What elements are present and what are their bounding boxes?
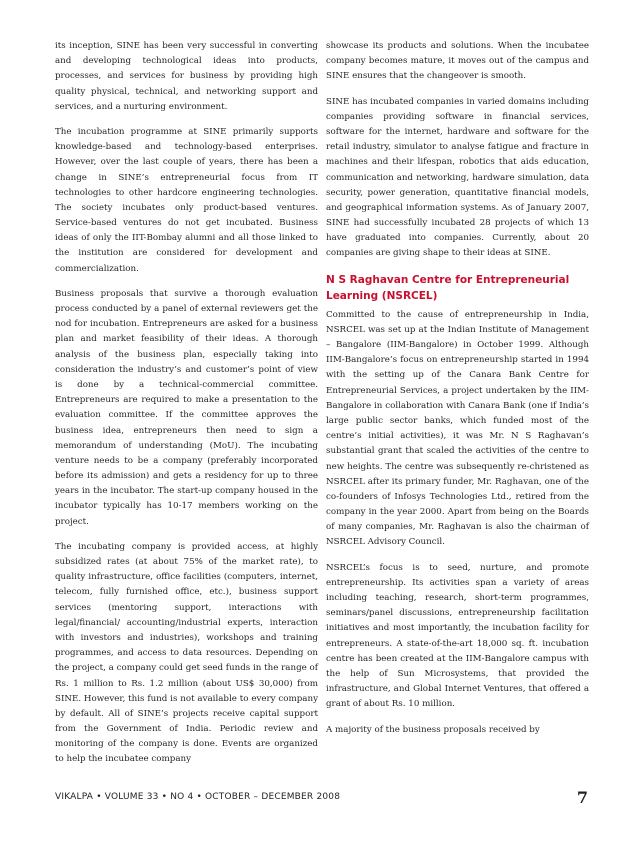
paragraph: Business proposals that survive a thorough evaluation process conducted by a panel of external reviewers get the nod for incubation. Entrepreneurs are asked for a business plan and market feasibility of their ideas. A thorough analysis of the business plan, especially taking into consideration the industry’s and customer’s point of view is done by a technical-commercial committee. Entrepreneurs are required to make a presentation to the evaluation committee. If the committee approves the business idea, entrepreneurs then need to sign a memorandum of understanding (MoU). The incubating venture needs to be a company (preferably incorporated before its admission) and gets a residency for up to three years in the incubator. The start-up company housed in the incubator typically has 10-17 members working on the project. (55, 288, 318, 527)
right-column (326, 39, 589, 748)
paragraph: NSRCEL’s focus is to seed, nurture, and promote entrepreneurship. Its activities span a variety of areas including teaching, research, short-term programmes, seminars/panel discussions, entrepreneurship facilitation initiatives and most importantly, the incubation facility for entrepreneurs. A state-of-the-art 18,000 sq. ft. incubation centre has been created at the IIM-Bangalore campus with the help of Sun Microsystems, that provided the infrastructure, and Global Internet Ventures, that offered a grant of about Rs. 10 million. (326, 562, 589, 710)
paragraph: showcase its products and solutions. When the incubatee company becomes mature, it moves out of the campus and SINE ensures that the changeover is smooth. (326, 41, 589, 82)
section-heading: N S Raghavan Centre for Entrepreneurial Learning (NSRCEL) (326, 273, 570, 302)
paragraph: A majority of the business proposals received by (326, 724, 540, 735)
paragraph: The incubation programme at SINE primarily supports knowledge-based and technology-based enterprises. However, over the last couple of years, there has been a change in SINE’s entrepreneurial focus from IT technologies to other hardcore engineering technologies. The society incubates only product-based ventures. Service-based ventures do not get incubated. Business ideas of only the IIT-Bombay alumni and all those linked to the institution are considered for development and commercialization. (55, 126, 318, 274)
paragraph: SINE has incubated companies in varied domains including companies providing software in financial services, software for the internet, hardware and software for the retail industry, simulator to analyse fatigue and fracture in machines and their lifespan, robotics that aids education, communication and networking, hardware simulation, data security, power generation, quantitative financial models, and geographical information systems. As of January 2007, SINE had successfully incubated 28 projects of which 13 have graduated into companies. Currently, about 20 companies are giving shape to their ideas at SINE. (326, 96, 589, 259)
journal-issue-line: VIKALPA • VOLUME 33 • NO 4 • OCTOBER – DECEMBER 2008 (55, 792, 341, 802)
left-column (55, 39, 318, 778)
paragraph: its inception, SINE has been very successful in converting and developing technological ideas into products, processes, and services for business by providing high quality physical, technical, and networking support and services, and a nurturing environment. (55, 41, 318, 112)
page-number: 7 (576, 788, 588, 807)
paragraph: The incubating company is provided access, at highly subsidized rates (at about 75% of the market rate), to quality infrastructure, office facilities (computers, internet, telecom, fully furnished office, etc.), business support services (mentoring support, interactions with legal/financial/ accounting/industrial experts, interaction with investors and industries), workshops and training programmes, and access to data resources. Depending on the project, a company could get seed funds in the range of Rs. 1 million to Rs. 1.2 million (about US$ 30,000) from SINE. However, this fund is not available to every company by default. All of SINE’s projects receive capital support from the Government of India. Periodic review and monitoring of the company is done. Events are organized to help the incubatee company (55, 541, 318, 765)
paragraph: Committed to the cause of entrepreneurship in India, NSRCEL was set up at the Indian Institute of Management – Bangalore (IIM-Bangalore) in October 1999. Although IIM-Bangalore’s focus on entrepreneurship started in 1994 with the setting up of the Canara Bank Centre for Entrepreneurial Services, a project undertaken by the IIM-Bangalore in collaboration with Canara Bank (one if India’s large public sector banks, which funded most of the centre’s initial activities), it was Mr. N S Raghavan’s substantial grant that scaled the activities of the centre to new heights. The centre was subsequently re-christened as NSRCEL after its primary funder, Mr. Raghavan, one of the co-founders of Infosys Technologies Ltd., retired from the company in the year 2000. Apart from being on the Boards of many companies, Mr. Raghavan is also the chairman of NSRCEL Advisory Council. (326, 309, 589, 548)
